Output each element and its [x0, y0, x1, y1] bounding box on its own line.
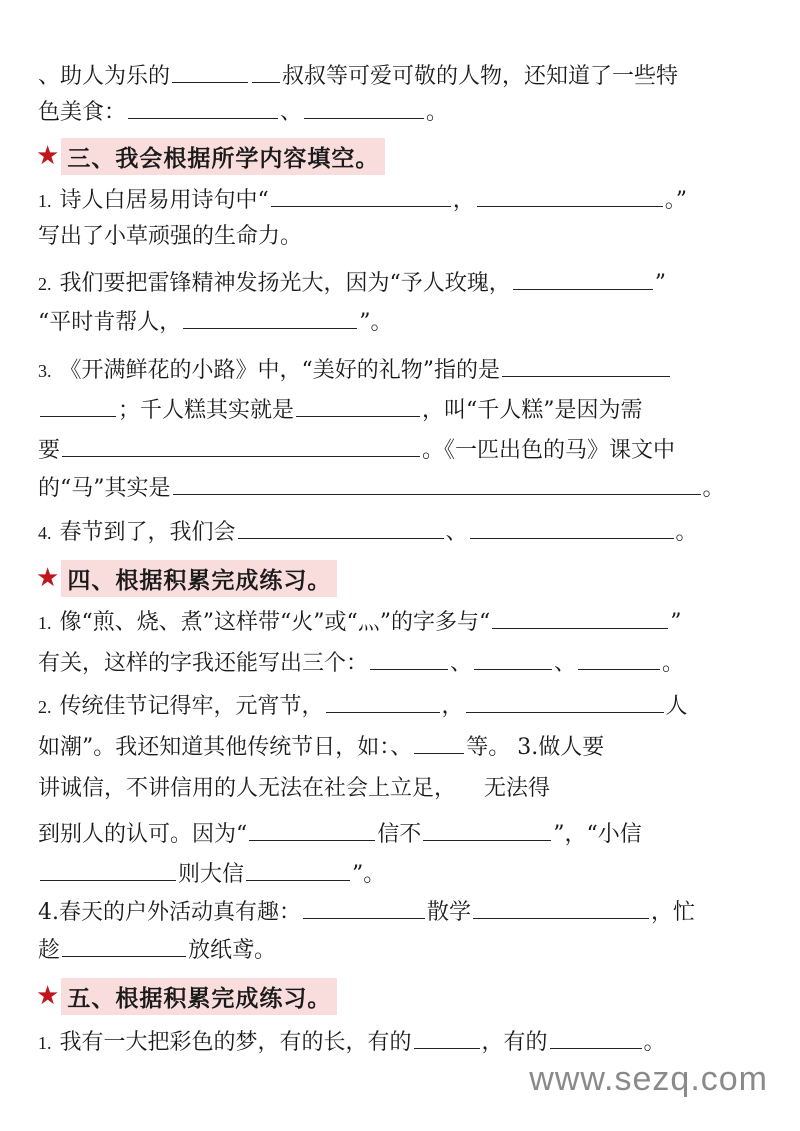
answer-blank[interactable]	[62, 934, 186, 957]
text: 。	[662, 651, 685, 676]
text: 无法得	[484, 776, 551, 801]
answer-blank[interactable]	[414, 1026, 480, 1049]
text: 、	[390, 735, 413, 760]
text: 信不	[377, 822, 422, 847]
text: 如潮”。我还知道其他传统节日，如：	[38, 735, 391, 760]
star-icon: ★	[36, 981, 60, 1011]
question-number: 2.	[38, 697, 52, 717]
text: 。《一匹出色的马》课文中	[422, 438, 676, 463]
text: “平时肯帮人，	[38, 310, 182, 335]
text: 我们要把雷锋精神发扬光大，因为“予人玫瑰，	[59, 271, 511, 296]
answer-blank[interactable]	[370, 647, 448, 670]
section-3-heading	[36, 138, 385, 174]
answer-blank[interactable]	[271, 184, 451, 207]
text: 。”	[664, 188, 688, 213]
s4-q3-line-1	[38, 774, 770, 804]
s3-q3-line-3	[38, 434, 770, 466]
s3-q3-line-1	[38, 354, 770, 386]
answer-blank[interactable]	[183, 306, 357, 329]
text: 的“马”其实是	[38, 476, 171, 501]
answer-blank[interactable]	[470, 516, 674, 539]
text: 3.做人要	[517, 735, 605, 760]
text: 像“煎、烧、煮”这样带“火”或“灬”的字多与“	[59, 610, 491, 635]
text: 叔叔等可爱可敬的人物，还知道了一些特	[282, 64, 679, 89]
text: 。	[426, 100, 449, 125]
text: 色美食：	[38, 100, 127, 125]
answer-blank[interactable]	[296, 394, 420, 417]
text: 写出了小草顽强的生命力。	[38, 224, 303, 249]
text: 要	[38, 438, 61, 463]
star-icon: ★	[36, 141, 60, 171]
text: 。	[675, 520, 698, 545]
text: 、助人为乐的	[38, 64, 171, 89]
s4-q1-line-1	[38, 606, 770, 638]
question-number: 1.	[38, 1033, 52, 1053]
answer-blank[interactable]	[550, 1026, 642, 1049]
s3-q1-line-2	[38, 222, 770, 252]
answer-blank[interactable]	[173, 472, 701, 495]
section-4-heading	[36, 560, 337, 596]
text: 、	[280, 100, 303, 125]
answer-blank[interactable]	[246, 858, 350, 881]
intro-line-1	[38, 60, 770, 92]
answer-blank[interactable]	[172, 60, 248, 83]
star-icon: ★	[36, 563, 60, 593]
answer-blank[interactable]	[423, 818, 551, 841]
text: 。	[643, 1030, 666, 1055]
answer-blank[interactable]	[474, 647, 552, 670]
s3-q3-line-4	[38, 472, 770, 504]
answer-blank[interactable]	[466, 690, 664, 713]
question-number: 2.	[38, 274, 52, 294]
text: 。	[702, 476, 725, 501]
answer-blank[interactable]	[238, 516, 444, 539]
section-5-heading	[36, 978, 337, 1014]
text: 《开满鲜花的小路》中，“美好的礼物”指的是	[59, 358, 500, 383]
text: 则大信	[178, 862, 245, 887]
text: 4.春天的户外活动真有趣：	[38, 900, 301, 925]
answer-blank[interactable]	[473, 896, 649, 919]
s5-q1-line	[38, 1026, 770, 1058]
text: 放纸鸢。	[188, 938, 277, 963]
answer-blank[interactable]	[326, 690, 440, 713]
watermark: www.sezq.com	[529, 1060, 768, 1098]
text: 讲诚信，不讲信用的人无法在社会上立足，	[38, 776, 457, 801]
text: 等。	[466, 735, 511, 760]
section-title: 四、根据积累完成练习。	[61, 560, 337, 597]
answer-blank[interactable]	[40, 394, 116, 417]
question-number: 1.	[38, 613, 52, 633]
answer-blank[interactable]	[477, 184, 663, 207]
answer-blank[interactable]	[502, 354, 670, 377]
text: ”。	[352, 862, 386, 887]
s3-q4-line	[38, 516, 770, 548]
s4-q1-line-2	[38, 647, 770, 679]
section-title: 三、我会根据所学内容填空。	[61, 138, 385, 175]
answer-blank[interactable]	[249, 818, 375, 841]
s4-q3-line-2	[38, 818, 770, 850]
s4-q4-line-1	[38, 896, 770, 928]
text: 散学	[427, 900, 472, 925]
answer-blank[interactable]	[40, 858, 176, 881]
answer-blank[interactable]	[252, 60, 280, 83]
text: 、	[450, 651, 473, 676]
text: 、	[445, 520, 468, 545]
text: 春节到了，我们会	[59, 520, 236, 545]
text: ”	[654, 271, 666, 296]
s4-q4-line-2	[38, 934, 770, 966]
answer-blank[interactable]	[128, 96, 278, 119]
text: 人	[665, 694, 688, 719]
question-number: 3.	[38, 361, 52, 381]
text: 、	[554, 651, 577, 676]
answer-blank[interactable]	[303, 896, 425, 919]
s3-q2-line-2	[38, 306, 770, 338]
text: ；千人糕其实就是	[118, 398, 295, 423]
s3-q2-line-1	[38, 267, 770, 299]
s3-q3-line-2	[38, 394, 770, 426]
text: ”。	[359, 310, 393, 335]
text: 到别人的认可。因为“	[38, 822, 248, 847]
s3-q1-line-1	[38, 184, 770, 216]
question-number: 4.	[38, 523, 52, 543]
answer-blank[interactable]	[62, 434, 420, 457]
section-title: 五、根据积累完成练习。	[61, 978, 337, 1015]
text: 有关，这样的字我还能写出三个：	[38, 651, 369, 676]
s4-q3-line-3	[38, 858, 770, 890]
text: 趁	[38, 938, 61, 963]
s4-q2-line-2	[38, 731, 770, 763]
answer-blank[interactable]	[513, 267, 653, 290]
question-number: 1.	[38, 191, 52, 211]
text: 传统佳节记得牢，元宵节，	[59, 694, 324, 719]
text: 我有一大把彩色的梦，有的长，有的	[59, 1030, 412, 1055]
text: ”，“小信	[553, 822, 642, 847]
text: ，忙	[651, 900, 696, 925]
text: ，有的	[481, 1030, 548, 1055]
answer-blank[interactable]	[304, 96, 424, 119]
text: ，	[452, 188, 475, 213]
intro-line-2	[38, 96, 770, 128]
text: 诗人白居易用诗句中“	[59, 188, 269, 213]
text: ，	[441, 694, 464, 719]
text: ”	[670, 610, 682, 635]
answer-blank[interactable]	[492, 606, 668, 629]
answer-blank[interactable]	[414, 731, 464, 754]
s4-q2-line-1	[38, 690, 770, 722]
answer-blank[interactable]	[578, 647, 660, 670]
text: ，叫“千人糕”是因为需	[422, 398, 643, 423]
